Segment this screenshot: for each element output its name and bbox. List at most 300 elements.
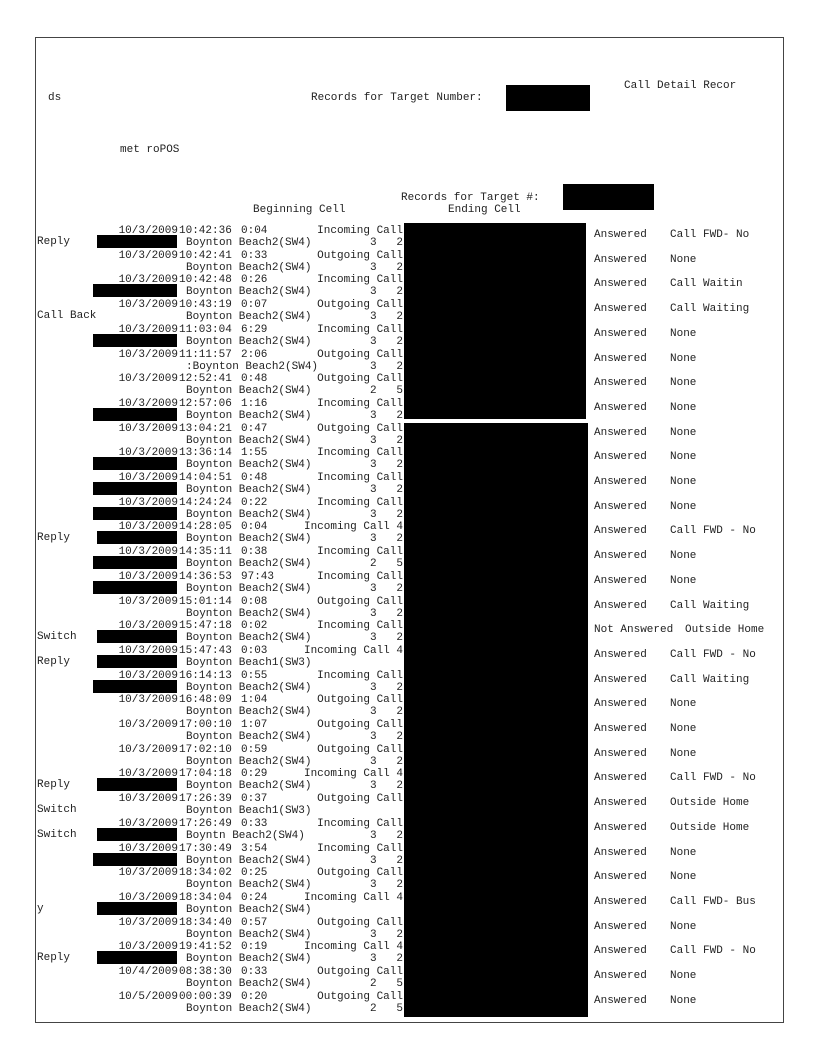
call-time: 00:00:39	[179, 990, 232, 1003]
call-direction: Incoming Call 4	[303, 768, 403, 781]
call-duration: 1:07	[241, 719, 268, 731]
call-duration: 0:24	[241, 891, 268, 904]
call-status: Answered	[594, 723, 647, 735]
call-feature: None	[670, 377, 697, 390]
call-feature: Call Waitin	[670, 278, 743, 291]
call-time: 10:43:19	[179, 299, 232, 312]
organization-label: met roPOS	[120, 144, 180, 156]
beginning-cell: Boynton Beach2(SW4)	[186, 928, 312, 941]
call-duration: 0:08	[241, 595, 268, 608]
beginning-cell: Boynton Beach2(SW4)	[186, 385, 312, 398]
beginning-cell: Boynton Beach2(SW4)	[186, 335, 312, 348]
table-row	[0, 843, 816, 868]
call-direction: Outgoing Call	[317, 694, 403, 707]
call-feature: Call FWD - No	[670, 772, 756, 785]
call-time: 17:00:10	[179, 719, 232, 731]
call-direction: Incoming Call	[317, 225, 403, 237]
call-status: Answered	[594, 846, 647, 859]
call-direction: Incoming Call	[317, 620, 403, 633]
table-row	[0, 793, 816, 818]
call-duration: 0:26	[241, 274, 268, 287]
call-direction: Outgoing Call	[317, 966, 403, 978]
cell-sector: 3 2	[369, 681, 403, 694]
call-feature-note: Switch	[37, 828, 77, 841]
call-feature: None	[670, 994, 697, 1007]
call-status: Answered	[594, 599, 647, 612]
call-time: 14:24:24	[179, 496, 232, 509]
call-feature-note: Switch	[37, 631, 77, 644]
call-duration: 0:25	[241, 867, 268, 880]
call-feature: None	[670, 846, 697, 859]
cell-sector: 2 5	[369, 1002, 403, 1015]
cell-sector: 3 2	[369, 261, 403, 274]
call-direction: Incoming Call	[317, 397, 403, 410]
beginning-cell: Boynton Beach2(SW4)	[186, 558, 312, 571]
call-time: 16:14:13	[179, 669, 232, 682]
beginning-cell: Boynton Beach2(SW4)	[186, 286, 312, 299]
call-duration: 2:06	[241, 348, 268, 361]
call-direction: Outgoing Call	[317, 249, 403, 262]
call-duration: 1:04	[241, 694, 268, 707]
call-time: 10:42:48	[179, 274, 232, 287]
beginning-cell: Boynton Beach2(SW4)	[186, 533, 312, 546]
call-time: 11:03:04	[179, 323, 232, 336]
call-duration: 0:07	[241, 299, 268, 312]
beginning-cell: Boynton Beach2(SW4)	[186, 582, 312, 595]
table-row	[0, 620, 816, 645]
call-duration: 0:33	[241, 249, 268, 262]
call-date: 10/3/2009	[118, 941, 178, 954]
call-direction: Incoming Call	[317, 570, 403, 583]
call-feature: None	[670, 500, 697, 513]
call-direction: Incoming Call	[317, 323, 403, 336]
call-duration: 0:29	[241, 768, 268, 781]
call-direction: Outgoing Call	[317, 595, 403, 608]
call-time: 14:04:51	[179, 472, 232, 484]
cell-sector: 3 2	[369, 533, 403, 546]
call-status: Answered	[594, 401, 647, 414]
table-row	[0, 892, 816, 917]
cell-sector: 2 5	[369, 385, 403, 398]
cell-sector: 3 2	[369, 582, 403, 595]
call-feature: Call FWD - No	[670, 525, 756, 538]
call-direction: Outgoing Call	[317, 990, 403, 1003]
call-duration: 0:22	[241, 496, 268, 509]
call-date: 10/3/2009	[118, 842, 178, 855]
call-feature-note: Reply	[37, 655, 71, 668]
call-time: 16:48:09	[179, 694, 232, 707]
table-row	[0, 596, 816, 621]
call-date: 10/4/2009	[118, 966, 178, 978]
table-row	[0, 472, 816, 497]
table-row	[0, 694, 816, 719]
call-status: Answered	[594, 821, 647, 834]
call-feature-note: Reply	[37, 952, 71, 965]
call-time: 14:36:53	[179, 570, 232, 583]
cell-sector: 3 2	[369, 953, 403, 966]
beginning-cell: :Boynton Beach2(SW4)	[186, 360, 319, 373]
table-row	[0, 941, 816, 966]
cell-sector: 2 5	[369, 558, 403, 571]
cell-sector: 3 2	[369, 508, 403, 521]
call-direction: Incoming Call 4	[303, 521, 403, 534]
cell-sector: 3 2	[369, 459, 403, 472]
call-date: 10/3/2009	[118, 472, 178, 484]
call-time: 18:34:40	[179, 916, 232, 929]
call-feature: None	[670, 401, 697, 414]
call-duration: 0:03	[241, 644, 268, 657]
document-title: Call Detail Recor	[624, 80, 737, 92]
beginning-cell: Boynton Beach2(SW4)	[186, 459, 312, 472]
call-status: Answered	[594, 377, 647, 390]
call-status: Answered	[594, 648, 647, 661]
call-direction: Incoming Call	[317, 842, 403, 855]
call-feature-note: Reply	[37, 779, 71, 792]
call-time: 15:47:43	[179, 644, 232, 657]
call-feature: Call FWD - No	[670, 648, 756, 661]
call-time: 18:34:04	[179, 891, 232, 904]
beginning-cell: Boynton Beach2(SW4)	[186, 681, 312, 694]
call-status: Answered	[594, 994, 647, 1007]
call-direction: Incoming Call 4	[303, 891, 403, 904]
call-time: 17:26:49	[179, 817, 232, 830]
call-feature: None	[670, 327, 697, 340]
call-date: 10/3/2009	[118, 447, 178, 460]
cell-sector: 3 2	[369, 879, 403, 892]
call-duration: 0:33	[241, 817, 268, 830]
cell-sector: 3 2	[369, 311, 403, 324]
table-row	[0, 670, 816, 695]
call-direction: Outgoing Call	[317, 373, 403, 386]
cell-sector: 3 2	[369, 829, 403, 842]
call-time: 10:42:36	[179, 225, 232, 237]
call-direction: Outgoing Call	[317, 299, 403, 312]
call-date: 10/3/2009	[118, 570, 178, 583]
call-status: Answered	[594, 574, 647, 587]
beginning-cell: Boynton Beach2(SW4)	[186, 780, 312, 793]
call-feature-note: y	[37, 902, 44, 915]
call-direction: Incoming Call	[317, 496, 403, 509]
call-feature: Call FWD- No	[670, 229, 750, 241]
call-duration: 0:47	[241, 422, 268, 435]
call-status: Answered	[594, 920, 647, 933]
call-feature: Outside Home	[670, 797, 750, 810]
call-date: 10/3/2009	[118, 768, 178, 781]
call-time: 11:11:57	[179, 348, 232, 361]
beginning-cell: Boynton Beach2(SW4)	[186, 409, 312, 422]
call-date: 10/3/2009	[118, 496, 178, 509]
call-time: 17:26:39	[179, 793, 232, 806]
table-row	[0, 324, 816, 349]
table-row	[0, 571, 816, 596]
call-time: 12:52:41	[179, 373, 232, 386]
call-duration: 0:02	[241, 620, 268, 633]
call-status: Answered	[594, 451, 647, 464]
call-date: 10/3/2009	[118, 644, 178, 657]
call-time: 10:42:41	[179, 249, 232, 262]
call-feature: None	[670, 352, 697, 365]
beginning-cell: Boynton Beach2(SW4)	[186, 854, 312, 867]
cell-sector: 2 5	[369, 978, 403, 990]
call-duration: 1:55	[241, 447, 268, 460]
call-feature: None	[670, 970, 697, 982]
beginning-cell: Boynton Beach1(SW3)	[186, 805, 312, 818]
call-time: 19:41:52	[179, 941, 232, 954]
beginning-cell: Boynton Beach2(SW4)	[186, 632, 312, 645]
table-row	[0, 744, 816, 769]
table-row	[0, 768, 816, 793]
call-status: Answered	[594, 871, 647, 884]
call-status: Answered	[594, 476, 647, 488]
call-status: Answered	[594, 229, 647, 241]
call-date: 10/3/2009	[118, 546, 178, 559]
call-status: Answered	[594, 303, 647, 316]
table-row	[0, 991, 816, 1016]
call-feature: Call Waiting	[670, 599, 750, 612]
call-status: Answered	[594, 673, 647, 686]
call-time: 17:02:10	[179, 743, 232, 756]
call-duration: 97:43	[241, 570, 275, 583]
call-duration: 0:59	[241, 743, 268, 756]
call-feature: None	[670, 723, 697, 735]
call-feature: Call Waiting	[670, 303, 750, 316]
call-direction: Outgoing Call	[317, 867, 403, 880]
call-date: 10/3/2009	[118, 891, 178, 904]
call-duration: 0:20	[241, 990, 268, 1003]
cell-sector: 3 2	[369, 484, 403, 496]
table-row	[0, 274, 816, 299]
beginning-cell: Boynton Beach2(SW4)	[186, 607, 312, 620]
call-duration: 0:57	[241, 916, 268, 929]
beginning-cell: Boynton Beach2(SW4)	[186, 434, 312, 447]
call-feature: Outside Home	[670, 821, 750, 834]
call-status: Answered	[594, 278, 647, 291]
beginning-cell: Boynton Beach2(SW4)	[186, 879, 312, 892]
call-direction: Incoming Call	[317, 546, 403, 559]
call-date: 10/3/2009	[118, 793, 178, 806]
table-row	[0, 818, 816, 843]
call-duration: 0:38	[241, 546, 268, 559]
table-row	[0, 299, 816, 324]
call-direction: Incoming Call	[317, 669, 403, 682]
call-date: 10/3/2009	[118, 373, 178, 386]
call-status: Answered	[594, 945, 647, 958]
cell-sector: 3 2	[369, 237, 403, 249]
call-date: 10/3/2009	[118, 274, 178, 287]
call-status: Answered	[594, 253, 647, 266]
cell-sector: 3 2	[369, 607, 403, 620]
beginning-cell: Boynton Beach2(SW4)	[186, 731, 312, 743]
call-direction: Incoming Call 4	[303, 941, 403, 954]
beginning-cell: Boynton Beach2(SW4)	[186, 1002, 312, 1015]
call-time: 17:30:49	[179, 842, 232, 855]
call-date: 10/3/2009	[118, 397, 178, 410]
call-time: 13:04:21	[179, 422, 232, 435]
call-date: 10/5/2009	[118, 990, 178, 1003]
table-row	[0, 373, 816, 398]
call-feature: None	[670, 451, 697, 464]
call-duration: 0:48	[241, 472, 268, 484]
table-row	[0, 645, 816, 670]
call-duration: 0:04	[241, 225, 268, 237]
redacted-target-number	[506, 85, 590, 111]
table-row	[0, 250, 816, 275]
call-duration: 0:19	[241, 941, 268, 954]
beginning-cell: Boynton Beach2(SW4)	[186, 508, 312, 521]
beginning-cell: Boynton Beach2(SW4)	[186, 903, 312, 916]
cell-sector: 3 2	[369, 731, 403, 743]
call-duration: 0:37	[241, 793, 268, 806]
beginning-cell: Boynton Beach2(SW4)	[186, 978, 312, 990]
redacted-target-number-2	[563, 184, 654, 210]
call-direction: Incoming Call	[317, 447, 403, 460]
call-status: Answered	[594, 698, 647, 711]
call-status: Answered	[594, 797, 647, 810]
call-time: 14:28:05	[179, 521, 232, 534]
call-time: 17:04:18	[179, 768, 232, 781]
table-row	[0, 521, 816, 546]
call-status: Answered	[594, 426, 647, 439]
table-row	[0, 867, 816, 892]
call-date: 10/3/2009	[118, 521, 178, 534]
call-status: Answered	[594, 352, 647, 365]
call-direction: Outgoing Call	[317, 348, 403, 361]
cell-sector: 3 2	[369, 434, 403, 447]
call-date: 10/3/2009	[118, 620, 178, 633]
call-feature: Call Waiting	[670, 673, 750, 686]
table-row	[0, 225, 816, 250]
call-feature-note: Call Back	[37, 310, 97, 323]
call-feature: Call FWD- Bus	[670, 895, 756, 908]
call-status: Answered	[594, 327, 647, 340]
cell-sector: 3 2	[369, 632, 403, 645]
call-time: 13:36:14	[179, 447, 232, 460]
call-status: Answered	[594, 525, 647, 538]
table-row	[0, 917, 816, 942]
call-feature: Outside Home	[685, 624, 765, 637]
call-date: 10/3/2009	[118, 694, 178, 707]
call-duration: 0:48	[241, 373, 268, 386]
call-time: 15:01:14	[179, 595, 232, 608]
call-date: 10/3/2009	[118, 669, 178, 682]
call-direction: Outgoing Call	[317, 422, 403, 435]
records-for-target-label-2: Records for Target #:	[401, 192, 540, 204]
ending-cell-header: Ending Cell	[448, 204, 521, 216]
call-feature: None	[670, 920, 697, 933]
call-status: Answered	[594, 747, 647, 760]
call-date: 10/3/2009	[118, 595, 178, 608]
call-feature: None	[670, 426, 697, 439]
beginning-cell: Boynton Beach2(SW4)	[186, 237, 312, 249]
call-status: Answered	[594, 550, 647, 563]
cell-sector: 3 2	[369, 409, 403, 422]
cell-sector: 3 2	[369, 286, 403, 299]
call-time: 14:35:11	[179, 546, 232, 559]
call-feature: None	[670, 747, 697, 760]
cell-sector: 3 2	[369, 360, 403, 373]
call-direction: Incoming Call	[317, 817, 403, 830]
call-date: 10/3/2009	[118, 249, 178, 262]
document-title-continued: ds	[48, 92, 62, 104]
call-status: Answered	[594, 500, 647, 513]
call-feature: None	[670, 871, 697, 884]
cell-sector: 3 2	[369, 335, 403, 348]
beginning-cell: Boynton Beach2(SW4)	[186, 261, 312, 274]
call-date: 10/3/2009	[118, 867, 178, 880]
call-date: 10/3/2009	[118, 916, 178, 929]
call-status: Answered	[594, 772, 647, 785]
call-date: 10/3/2009	[118, 323, 178, 336]
call-duration: 0:33	[241, 966, 268, 978]
call-feature-note: Reply	[37, 532, 71, 545]
records-for-target-label: Records for Target Number:	[311, 92, 483, 104]
call-feature-note: Reply	[37, 236, 71, 248]
call-duration: 0:55	[241, 669, 268, 682]
table-row	[0, 497, 816, 522]
call-status: Answered	[594, 895, 647, 908]
call-direction: Outgoing Call	[317, 793, 403, 806]
table-row	[0, 447, 816, 472]
call-date: 10/3/2009	[118, 422, 178, 435]
beginning-cell: Boynton Beach2(SW4)	[186, 311, 312, 324]
call-feature-note: Switch	[37, 804, 77, 817]
call-date: 10/3/2009	[118, 743, 178, 756]
table-row	[0, 719, 816, 744]
beginning-cell-header: Beginning Cell	[253, 204, 346, 216]
cell-sector: 3 2	[369, 780, 403, 793]
beginning-cell: Boynton Beach1(SW3)	[186, 656, 312, 669]
call-status: Answered	[594, 970, 647, 982]
table-row	[0, 398, 816, 423]
call-date: 10/3/2009	[118, 348, 178, 361]
call-time: 08:38:30	[179, 966, 232, 978]
call-feature: None	[670, 698, 697, 711]
table-row	[0, 966, 816, 991]
call-date: 10/3/2009	[118, 225, 178, 237]
call-feature: None	[670, 550, 697, 563]
beginning-cell: Boynton Beach2(SW4)	[186, 953, 312, 966]
cell-sector: 3 2	[369, 706, 403, 719]
table-row	[0, 349, 816, 374]
call-feature: None	[670, 574, 697, 587]
call-date: 10/3/2009	[118, 817, 178, 830]
cell-sector: 3 2	[369, 928, 403, 941]
cell-sector: 3 2	[369, 755, 403, 768]
table-row	[0, 423, 816, 448]
call-feature: None	[670, 476, 697, 488]
call-status: Not Answered	[594, 624, 674, 637]
call-direction: Incoming Call	[317, 274, 403, 287]
call-direction: Outgoing Call	[317, 743, 403, 756]
call-feature: None	[670, 253, 697, 266]
call-duration: 3:54	[241, 842, 268, 855]
call-direction: Outgoing Call	[317, 719, 403, 731]
call-time: 18:34:02	[179, 867, 232, 880]
call-duration: 1:16	[241, 397, 268, 410]
call-duration: 0:04	[241, 521, 268, 534]
call-duration: 6:29	[241, 323, 268, 336]
call-date: 10/3/2009	[118, 719, 178, 731]
beginning-cell: Boynton Beach2(SW4)	[186, 706, 312, 719]
beginning-cell: Boynton Beach2(SW4)	[186, 484, 312, 496]
cell-sector: 3 2	[369, 854, 403, 867]
table-row	[0, 546, 816, 571]
call-time: 12:57:06	[179, 397, 232, 410]
beginning-cell: Boynton Beach2(SW4)	[186, 755, 312, 768]
call-feature: Call FWD - No	[670, 945, 756, 958]
call-date: 10/3/2009	[118, 299, 178, 312]
call-time: 15:47:18	[179, 620, 232, 633]
